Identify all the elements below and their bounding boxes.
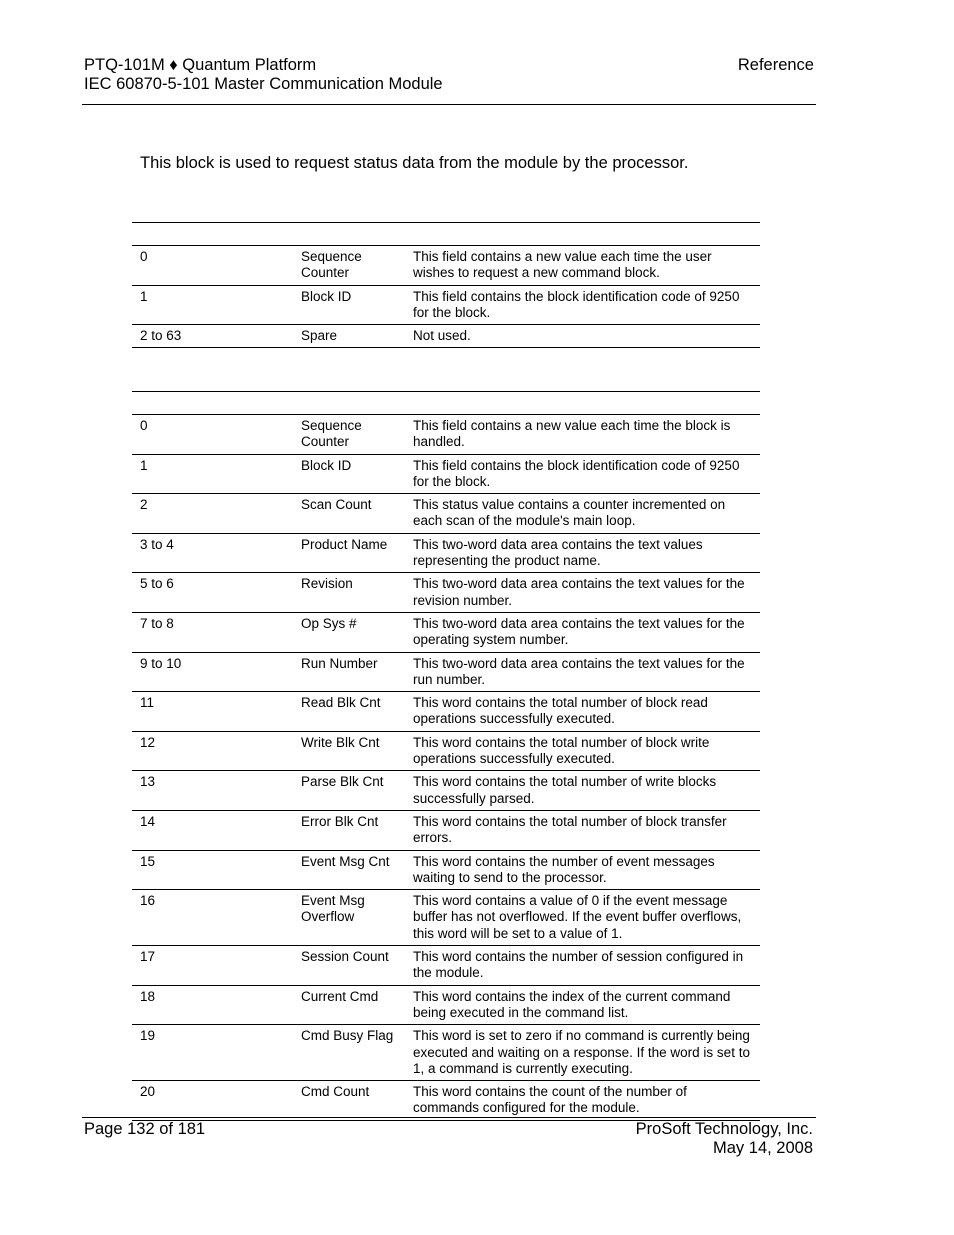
company-name: ProSoft Technology, Inc.: [635, 1120, 813, 1138]
intro-paragraph: This block is used to request status data from the module by the processor.: [140, 154, 689, 172]
table-row: [132, 573, 760, 613]
description-cell: This two-word data area contains the text values for the run number.: [405, 652, 760, 692]
table-row: [132, 652, 760, 692]
table-row: [132, 771, 760, 811]
table-row: [132, 731, 760, 771]
table-row: [132, 415, 760, 455]
offset-cell: 0: [132, 246, 293, 286]
footer-divider: [82, 1117, 816, 1118]
name-cell: Event Msg Overflow: [293, 890, 405, 946]
description-cell: Not used.: [405, 325, 760, 348]
offset-cell: 0: [132, 415, 293, 455]
description-cell: This word contains a value of 0 if the event message buffer has not overflowed. If the event buffer overflows, this word will be set to a value of 1.: [405, 890, 760, 946]
header-section: Reference: [737, 56, 814, 74]
name-cell: Session Count: [293, 946, 405, 986]
offset-cell: 15: [132, 850, 293, 890]
name-cell: Event Msg Cnt: [293, 850, 405, 890]
offset-cell: 17: [132, 946, 293, 986]
description-cell: This field contains the block identification code of 9250 for the block.: [405, 285, 760, 325]
table-row: [132, 494, 760, 534]
offset-cell: 2 to 63: [132, 325, 293, 348]
table-row: [132, 454, 760, 494]
description-cell: This word contains the total number of write blocks successfully parsed.: [405, 771, 760, 811]
offset-cell: 13: [132, 771, 293, 811]
offset-cell: 19: [132, 1025, 293, 1081]
table-row: [132, 1025, 760, 1081]
description-cell: This word contains the index of the current command being executed in the command list.: [405, 985, 760, 1025]
name-cell: Run Number: [293, 652, 405, 692]
table-row: [132, 325, 760, 348]
name-cell: Spare: [293, 325, 405, 348]
name-cell: Block ID: [293, 454, 405, 494]
offset-cell: 20: [132, 1081, 293, 1121]
offset-cell: 9 to 10: [132, 652, 293, 692]
name-cell: Revision: [293, 573, 405, 613]
table-row: [132, 533, 760, 573]
publish-date: May 14, 2008: [713, 1139, 813, 1157]
description-cell: This status value contains a counter incremented on each scan of the module's main loop.: [405, 494, 760, 534]
offset-cell: 7 to 8: [132, 612, 293, 652]
name-cell: Sequence Counter: [293, 246, 405, 286]
header-title: PTQ-101M ♦ Quantum Platform: [84, 56, 317, 74]
footer-info: [636, 1120, 813, 1158]
page-number: Page 132 of 181: [84, 1120, 206, 1138]
description-cell: This field contains a new value each time the block is handled.: [405, 415, 760, 455]
name-cell: Product Name: [293, 533, 405, 573]
table-row: [132, 1081, 760, 1121]
page-header: [84, 56, 814, 94]
header-subtitle: IEC 60870-5-101 Master Communication Module: [84, 75, 443, 93]
offset-cell: 3 to 4: [132, 533, 293, 573]
offset-cell: 12: [132, 731, 293, 771]
table-row: [132, 985, 760, 1025]
name-cell: Parse Blk Cnt: [293, 771, 405, 811]
offset-cell: 11: [132, 692, 293, 732]
name-cell: Block ID: [293, 285, 405, 325]
table-row: [132, 612, 760, 652]
request-block-table: [132, 222, 760, 348]
offset-cell: 1: [132, 454, 293, 494]
description-cell: This two-word data area contains the text values for the revision number.: [405, 573, 760, 613]
offset-cell: 1: [132, 285, 293, 325]
table-header-row: [132, 223, 760, 246]
description-cell: This word contains the total number of block read operations successfully executed.: [405, 692, 760, 732]
table-row: [132, 692, 760, 732]
table-header-row: [132, 392, 760, 415]
offset-cell: 5 to 6: [132, 573, 293, 613]
name-cell: Current Cmd: [293, 985, 405, 1025]
description-cell: This two-word data area contains the text values representing the product name.: [405, 533, 760, 573]
description-cell: This word contains the count of the number of commands configured for the module.: [405, 1081, 760, 1121]
description-cell: This two-word data area contains the text values for the operating system number.: [405, 612, 760, 652]
status-block-table: [132, 391, 760, 1121]
name-cell: Read Blk Cnt: [293, 692, 405, 732]
description-cell: This field contains the block identification code of 9250 for the block.: [405, 454, 760, 494]
name-cell: Write Blk Cnt: [293, 731, 405, 771]
description-cell: This word contains the number of session configured in the module.: [405, 946, 760, 986]
description-cell: This word is set to zero if no command is currently being executed and waiting on a response. If the word is set to 1, a command is currently executing.: [405, 1025, 760, 1081]
offset-cell: 14: [132, 810, 293, 850]
description-cell: This word contains the total number of block write operations successfully executed.: [405, 731, 760, 771]
description-cell: This word contains the number of event messages waiting to send to the processor.: [405, 850, 760, 890]
name-cell: Cmd Busy Flag: [293, 1025, 405, 1081]
table-row: [132, 890, 760, 946]
table-row: [132, 850, 760, 890]
table-row: [132, 810, 760, 850]
table-row: [132, 246, 760, 286]
offset-cell: 2: [132, 494, 293, 534]
table-row: [132, 946, 760, 986]
name-cell: Cmd Count: [293, 1081, 405, 1121]
name-cell: Error Blk Cnt: [293, 810, 405, 850]
name-cell: Op Sys #: [293, 612, 405, 652]
table-row: [132, 285, 760, 325]
description-cell: This word contains the total number of block transfer errors.: [405, 810, 760, 850]
name-cell: Sequence Counter: [293, 415, 405, 455]
header-divider: [82, 104, 816, 105]
offset-cell: 16: [132, 890, 293, 946]
offset-cell: 18: [132, 985, 293, 1025]
description-cell: This field contains a new value each time the user wishes to request a new command block.: [405, 246, 760, 286]
name-cell: Scan Count: [293, 494, 405, 534]
